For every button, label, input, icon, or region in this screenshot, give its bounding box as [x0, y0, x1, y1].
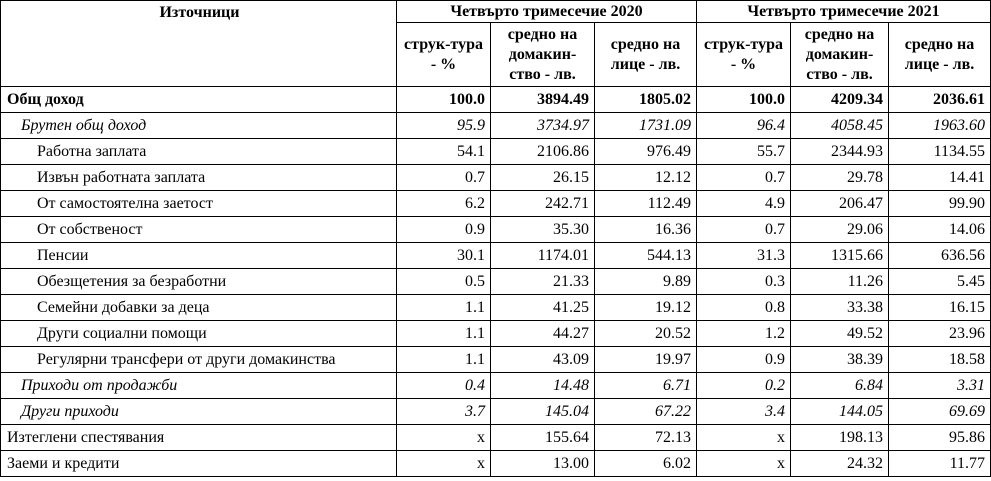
row-label: Регулярни трансфери от други домакинства	[1, 347, 397, 373]
cell-household-2021: 144.05	[791, 399, 889, 425]
row-label: Работна заплата	[1, 139, 397, 165]
table-row	[1, 165, 991, 191]
table-row	[1, 269, 991, 295]
cell-person-2021: 636.56	[889, 243, 991, 269]
cell-household-2021: 4058.45	[791, 113, 889, 139]
cell-structure-2021: 3.4	[697, 399, 791, 425]
cell-person-2020: 16.36	[595, 217, 697, 243]
table-row	[1, 217, 991, 243]
cell-household-2020: 155.64	[491, 425, 595, 451]
cell-person-2021: 14.06	[889, 217, 991, 243]
table-row	[1, 451, 991, 477]
cell-structure-2021: 0.7	[697, 165, 791, 191]
cell-person-2020: 1731.09	[595, 113, 697, 139]
cell-household-2020: 3734.97	[491, 113, 595, 139]
cell-structure-2021: 1.2	[697, 321, 791, 347]
cell-structure-2020: 54.1	[397, 139, 491, 165]
cell-person-2021: 16.15	[889, 295, 991, 321]
cell-structure-2020: 0.5	[397, 269, 491, 295]
cell-structure-2020: 1.1	[397, 321, 491, 347]
cell-household-2021: 2344.93	[791, 139, 889, 165]
cell-person-2021: 1963.60	[889, 113, 991, 139]
cell-structure-2020: 1.1	[397, 295, 491, 321]
household-2021-header: средно на домакин-ство - лв.	[791, 23, 889, 87]
table-row	[1, 139, 991, 165]
table-row	[1, 373, 991, 399]
cell-household-2021: 29.06	[791, 217, 889, 243]
cell-structure-2020: 0.4	[397, 373, 491, 399]
cell-person-2021: 3.31	[889, 373, 991, 399]
cell-person-2020: 6.71	[595, 373, 697, 399]
cell-structure-2020: 3.7	[397, 399, 491, 425]
structure-2020-header: струк-тура - %	[397, 23, 491, 87]
cell-household-2020: 145.04	[491, 399, 595, 425]
cell-person-2020: 1805.02	[595, 87, 697, 113]
table-row	[1, 87, 991, 113]
table-row	[1, 113, 991, 139]
cell-household-2020: 35.30	[491, 217, 595, 243]
cell-household-2021: 1315.66	[791, 243, 889, 269]
period-2021-header: Четвърто тримесечие 2021	[697, 1, 991, 23]
cell-household-2021: 4209.34	[791, 87, 889, 113]
cell-structure-2021: x	[697, 451, 791, 477]
cell-person-2020: 544.13	[595, 243, 697, 269]
cell-household-2020: 41.25	[491, 295, 595, 321]
table-row	[1, 399, 991, 425]
cell-structure-2020: x	[397, 425, 491, 451]
row-label: Изтеглени спестявания	[1, 425, 397, 451]
cell-structure-2020: x	[397, 451, 491, 477]
cell-household-2021: 6.84	[791, 373, 889, 399]
row-label: От собственост	[1, 217, 397, 243]
cell-person-2020: 19.97	[595, 347, 697, 373]
cell-structure-2020: 95.9	[397, 113, 491, 139]
cell-person-2021: 18.58	[889, 347, 991, 373]
cell-structure-2021: 4.9	[697, 191, 791, 217]
row-label: Извън работната заплата	[1, 165, 397, 191]
table-row	[1, 347, 991, 373]
cell-person-2021: 23.96	[889, 321, 991, 347]
cell-household-2020: 1174.01	[491, 243, 595, 269]
cell-household-2021: 29.78	[791, 165, 889, 191]
cell-person-2020: 976.49	[595, 139, 697, 165]
row-label: Пенсии	[1, 243, 397, 269]
table-row	[1, 425, 991, 451]
cell-household-2021: 49.52	[791, 321, 889, 347]
sources-header: Източници	[1, 1, 397, 87]
cell-structure-2020: 1.1	[397, 347, 491, 373]
cell-structure-2020: 6.2	[397, 191, 491, 217]
person-2020-header: средно на лице - лв.	[595, 23, 697, 87]
cell-structure-2021: 0.3	[697, 269, 791, 295]
cell-household-2020: 43.09	[491, 347, 595, 373]
cell-household-2020: 21.33	[491, 269, 595, 295]
cell-person-2020: 12.12	[595, 165, 697, 191]
cell-household-2020: 44.27	[491, 321, 595, 347]
cell-household-2020: 3894.49	[491, 87, 595, 113]
cell-structure-2021: 31.3	[697, 243, 791, 269]
row-label: Обезщетения за безработни	[1, 269, 397, 295]
row-label: Други социални помощи	[1, 321, 397, 347]
cell-person-2020: 19.12	[595, 295, 697, 321]
cell-person-2021: 14.41	[889, 165, 991, 191]
cell-household-2021: 11.26	[791, 269, 889, 295]
cell-person-2020: 72.13	[595, 425, 697, 451]
cell-person-2020: 67.22	[595, 399, 697, 425]
cell-structure-2021: 0.8	[697, 295, 791, 321]
cell-structure-2020: 100.0	[397, 87, 491, 113]
row-label: Общ доход	[1, 87, 397, 113]
row-label: Други приходи	[1, 399, 397, 425]
cell-person-2020: 9.89	[595, 269, 697, 295]
cell-household-2020: 26.15	[491, 165, 595, 191]
cell-person-2020: 20.52	[595, 321, 697, 347]
cell-structure-2021: 0.9	[697, 347, 791, 373]
cell-household-2021: 33.38	[791, 295, 889, 321]
structure-2021-header: струк-тура - %	[697, 23, 791, 87]
cell-person-2021: 99.90	[889, 191, 991, 217]
cell-household-2021: 206.47	[791, 191, 889, 217]
cell-structure-2020: 0.9	[397, 217, 491, 243]
row-label: Заеми и кредити	[1, 451, 397, 477]
cell-household-2021: 24.32	[791, 451, 889, 477]
cell-person-2021: 69.69	[889, 399, 991, 425]
cell-structure-2021: 55.7	[697, 139, 791, 165]
cell-household-2020: 2106.86	[491, 139, 595, 165]
cell-person-2021: 11.77	[889, 451, 991, 477]
cell-structure-2021: 96.4	[697, 113, 791, 139]
household-2020-header: средно на домакин-ство - лв.	[491, 23, 595, 87]
cell-household-2021: 38.39	[791, 347, 889, 373]
cell-structure-2021: 0.7	[697, 217, 791, 243]
cell-structure-2021: x	[697, 425, 791, 451]
row-label: От самостоятелна заетост	[1, 191, 397, 217]
cell-structure-2020: 30.1	[397, 243, 491, 269]
cell-person-2020: 6.02	[595, 451, 697, 477]
table-row	[1, 295, 991, 321]
cell-person-2021: 95.86	[889, 425, 991, 451]
table-row	[1, 191, 991, 217]
cell-household-2020: 13.00	[491, 451, 595, 477]
table-row	[1, 321, 991, 347]
table-row	[1, 243, 991, 269]
cell-person-2021: 1134.55	[889, 139, 991, 165]
cell-person-2021: 2036.61	[889, 87, 991, 113]
cell-structure-2021: 0.2	[697, 373, 791, 399]
cell-person-2021: 5.45	[889, 269, 991, 295]
cell-household-2020: 14.48	[491, 373, 595, 399]
cell-person-2020: 112.49	[595, 191, 697, 217]
person-2021-header: средно на лице - лв.	[889, 23, 991, 87]
period-2020-header: Четвърто тримесечие 2020	[397, 1, 697, 23]
cell-household-2021: 198.13	[791, 425, 889, 451]
cell-structure-2021: 100.0	[697, 87, 791, 113]
row-label: Брутен общ доход	[1, 113, 397, 139]
row-label: Семейни добавки за деца	[1, 295, 397, 321]
cell-structure-2020: 0.7	[397, 165, 491, 191]
cell-household-2020: 242.71	[491, 191, 595, 217]
row-label: Приходи от продажби	[1, 373, 397, 399]
